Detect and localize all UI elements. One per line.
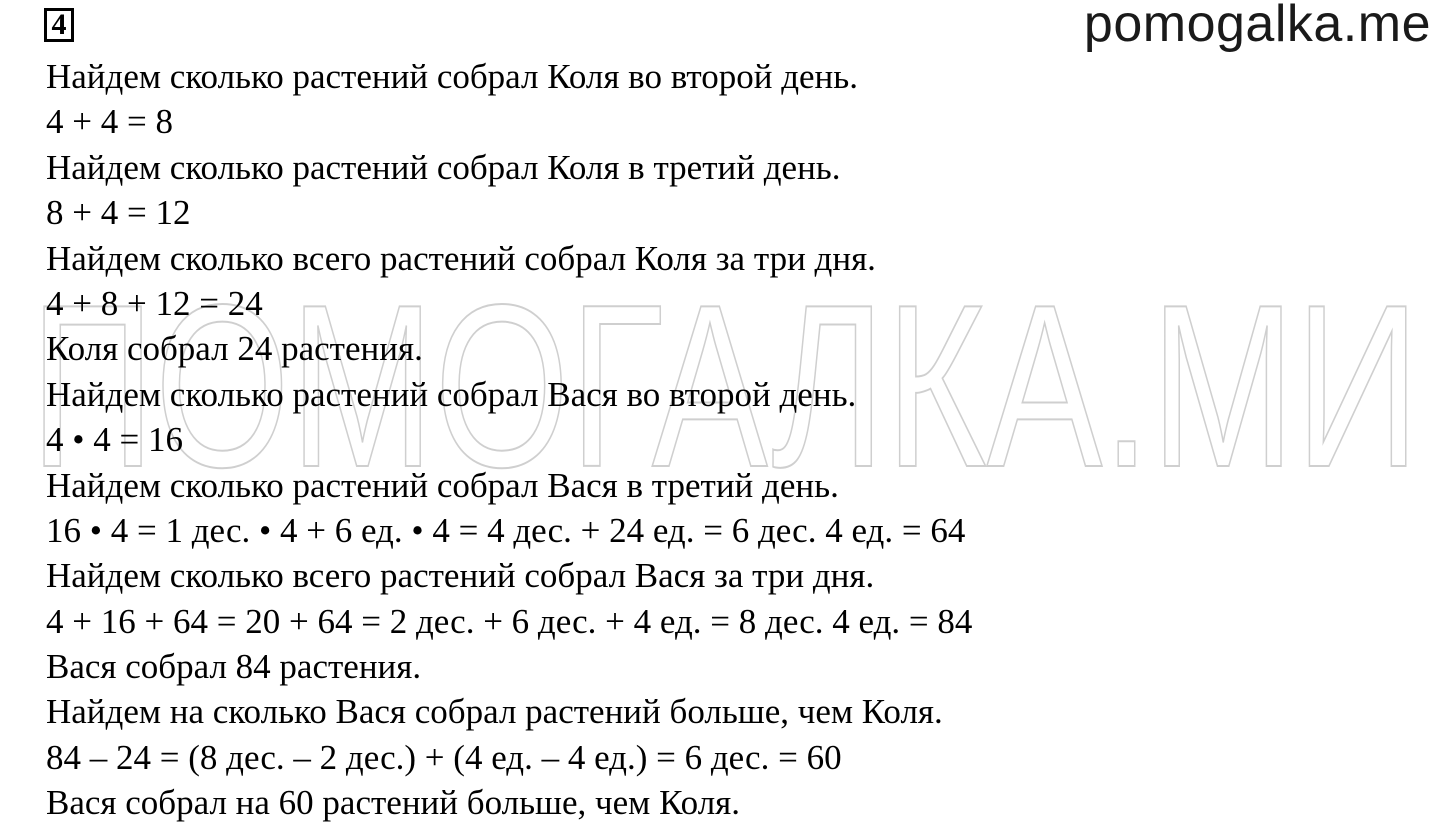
solution-line: Найдем сколько растений собрал Вася в третий день. — [46, 465, 839, 505]
problem-number: 4 — [51, 8, 67, 41]
site-logo-text: pomogalka.me — [1083, 0, 1431, 53]
solution-line: Найдем сколько растений собрал Вася во второй день. — [46, 374, 857, 414]
solution-line: 4 + 8 + 12 = 24 — [46, 283, 263, 323]
solution-line: Найдем сколько всего растений собрал Коля за три дня. — [46, 238, 876, 278]
solution-line: Найдем сколько растений собрал Коля в третий день. — [46, 147, 841, 187]
solution-line: Вася собрал 84 растения. — [46, 647, 422, 687]
solution-line: 16 • 4 = 1 дес. • 4 + 6 ед. • 4 = 4 дес. + 24 ед. = 6 дес. 4 ед. = 64 — [46, 510, 966, 550]
solution-text — [46, 54, 972, 826]
solution-line: 8 + 4 = 12 — [46, 193, 191, 233]
solution-line: Найдем на сколько Вася собрал растений больше, чем Коля. — [46, 692, 943, 732]
solution-line: 4 • 4 = 16 — [46, 420, 183, 460]
solution-line: Найдем сколько растений собрал Коля во второй день. — [46, 57, 858, 96]
solution-line: Коля собрал 24 растения. — [46, 329, 423, 369]
solution-line: Вася собрал на 60 растений больше, чем Коля. — [46, 783, 741, 823]
solution-line: 4 + 16 + 64 = 20 + 64 = 2 дес. + 6 дес. + 4 ед. = 8 дес. 4 ед. = 84 — [46, 601, 973, 641]
watermark-text: ПОМОГАЛКА.МИ — [30, 257, 1420, 516]
solution-line: 84 – 24 = (8 дес. – 2 дес.) + (4 ед. – 4 ед.) = 6 дес. = 60 — [46, 737, 842, 777]
solution-line: 4 + 4 = 8 — [46, 102, 173, 142]
problem-number-badge — [44, 8, 74, 42]
solution-line: Найдем сколько всего растений собрал Вася за три дня. — [46, 556, 875, 596]
